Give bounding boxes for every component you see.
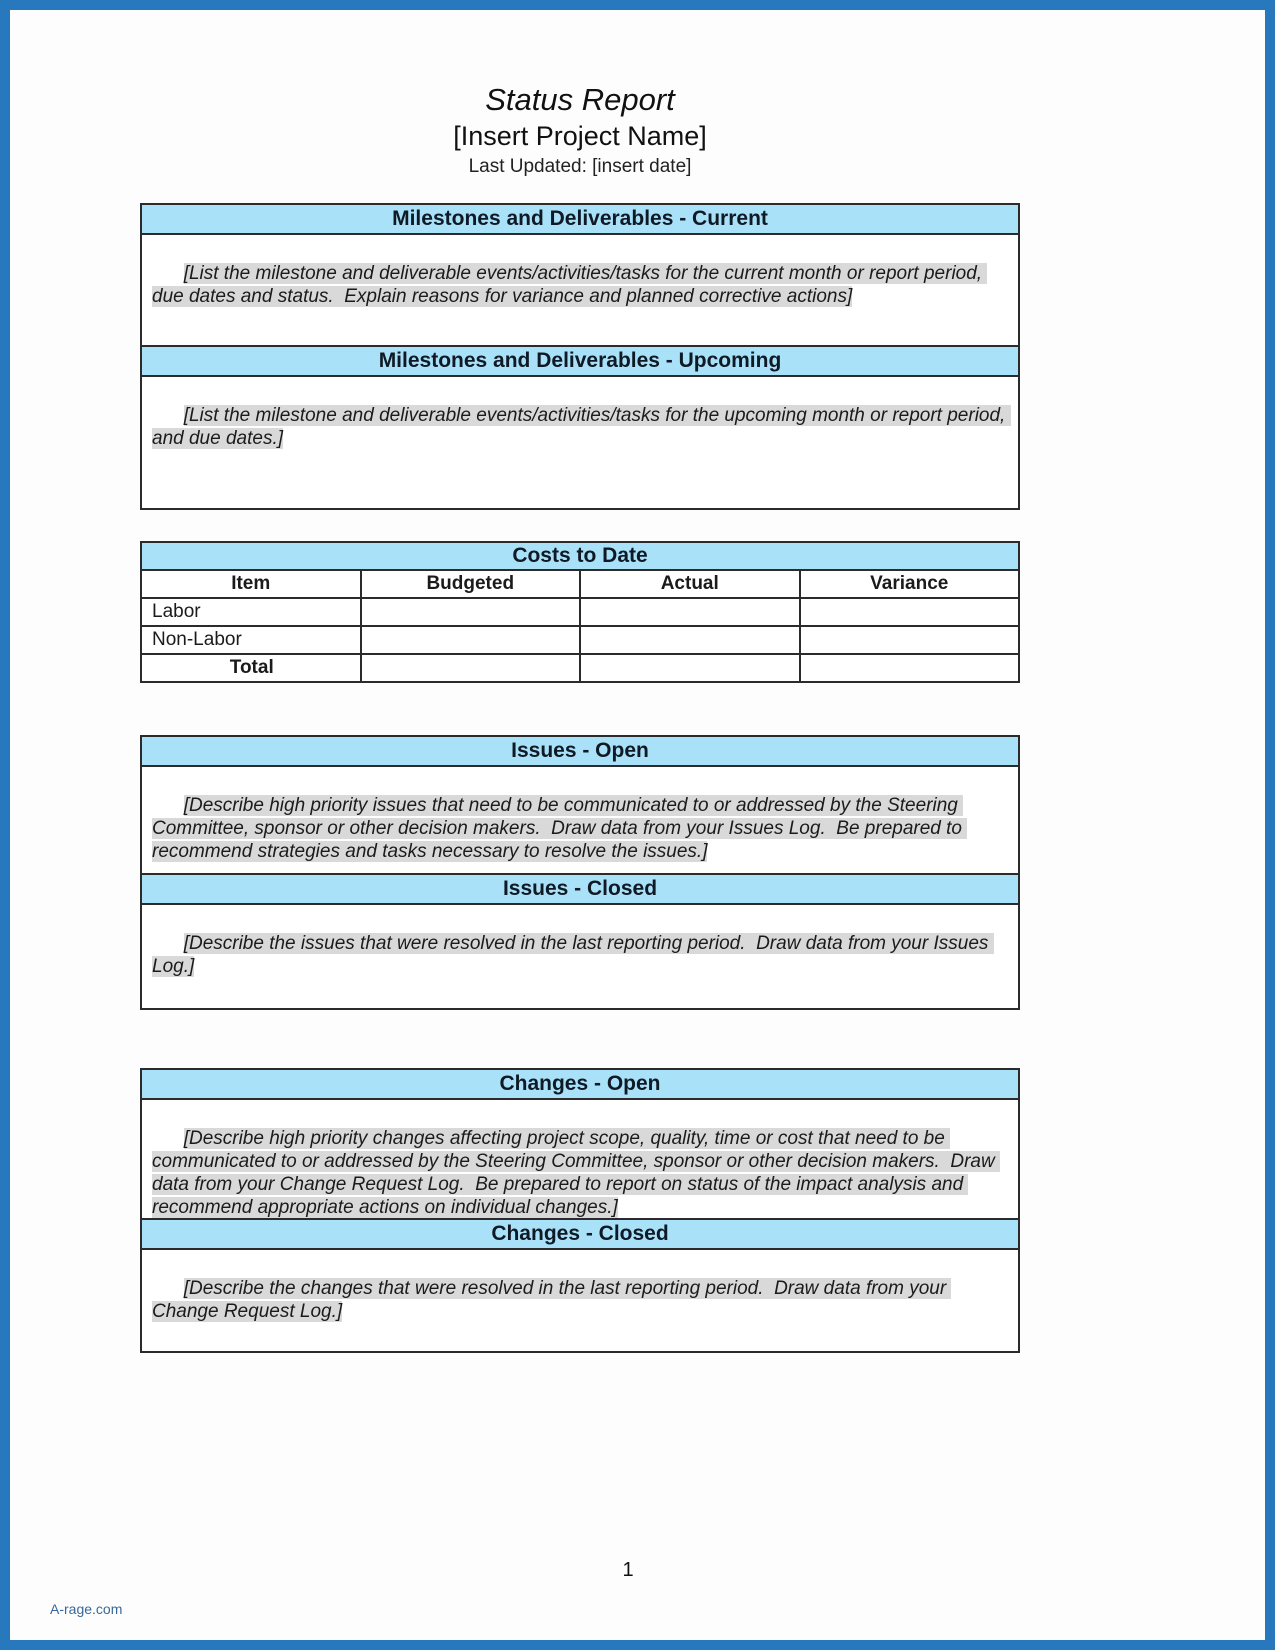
milestones-upcoming-placeholder: [List the milestone and deliverable events/activities/tasks for the upcoming month or report period, and due dates.] <box>152 405 1011 449</box>
issues-closed-placeholder: [Describe the issues that were resolved in the last reporting period. Draw data from your Issues Log.] <box>152 933 994 977</box>
nonlabor-variance-cell <box>800 626 1020 654</box>
issues-open-placeholder: [Describe high priority issues that need to be communicated to or addressed by the Steering Committee, sponsor or other decision makers. Draw data from your Issues Log. Be prepared to recommend strategies and tasks necessary to resolve the issues.] <box>152 795 968 862</box>
costs-table-title: Costs to Date <box>141 542 1019 570</box>
costs-col-actual: Actual <box>580 570 800 598</box>
issues-open-header: Issues - Open <box>142 737 1018 767</box>
costs-col-item: Item <box>141 570 361 598</box>
milestones-current-header: Milestones and Deliverables - Current <box>142 205 1018 235</box>
total-label: Total <box>141 654 361 682</box>
costs-row-nonlabor <box>141 626 1019 654</box>
labor-actual-cell <box>580 598 800 626</box>
labor-variance-cell <box>800 598 1020 626</box>
document-title-block <box>140 82 1020 179</box>
changes-closed-cell <box>142 1250 1018 1351</box>
nonlabor-actual-cell <box>580 626 800 654</box>
nonlabor-label: Non-Labor <box>141 626 361 654</box>
page-number: 1 <box>622 1559 634 1581</box>
costs-row-labor <box>141 598 1019 626</box>
changes-open-placeholder: [Describe high priority changes affecting project scope, quality, time or cost that need to be communicated to or addressed by the Steering Committee, sponsor or other decision makers. Draw data from your Change Request Log. Be prepared to report on status of the impact analysis and recommend appropriate actions on individual changes.] <box>152 1128 1000 1218</box>
changes-table <box>140 1068 1020 1353</box>
milestones-current-cell <box>142 235 1018 345</box>
changes-closed-placeholder: [Describe the changes that were resolved in the last reporting period. Draw data from your Change Request Log.] <box>152 1278 952 1322</box>
costs-row-total <box>141 654 1019 682</box>
costs-header-row <box>141 570 1019 598</box>
document-title: Status Report <box>485 82 675 117</box>
costs-col-budgeted: Budgeted <box>361 570 581 598</box>
changes-open-cell <box>142 1100 1018 1218</box>
milestones-upcoming-header: Milestones and Deliverables - Upcoming <box>142 345 1018 377</box>
project-name-placeholder: [Insert Project Name] <box>453 121 707 151</box>
milestones-upcoming-cell <box>142 377 1018 508</box>
issues-closed-cell <box>142 905 1018 1008</box>
costs-col-variance: Variance <box>800 570 1020 598</box>
issues-table <box>140 735 1020 1010</box>
costs-to-date-table <box>140 541 1020 683</box>
nonlabor-budgeted-cell <box>361 626 581 654</box>
total-budgeted-cell <box>361 654 581 682</box>
last-updated-line: Last Updated: [insert date] <box>468 156 692 177</box>
milestones-current-placeholder: [List the milestone and deliverable events/activities/tasks for the current month or report period, due dates and status. Explain reasons for variance and planned corrective actions] <box>152 263 988 307</box>
total-variance-cell <box>800 654 1020 682</box>
issues-open-cell <box>142 767 1018 873</box>
issues-closed-header: Issues - Closed <box>142 873 1018 905</box>
labor-label: Labor <box>141 598 361 626</box>
milestones-table <box>140 203 1020 510</box>
total-actual-cell <box>580 654 800 682</box>
changes-open-header: Changes - Open <box>142 1070 1018 1100</box>
watermark-link: A-rage.com <box>50 1601 123 1617</box>
labor-budgeted-cell <box>361 598 581 626</box>
changes-closed-header: Changes - Closed <box>142 1218 1018 1250</box>
